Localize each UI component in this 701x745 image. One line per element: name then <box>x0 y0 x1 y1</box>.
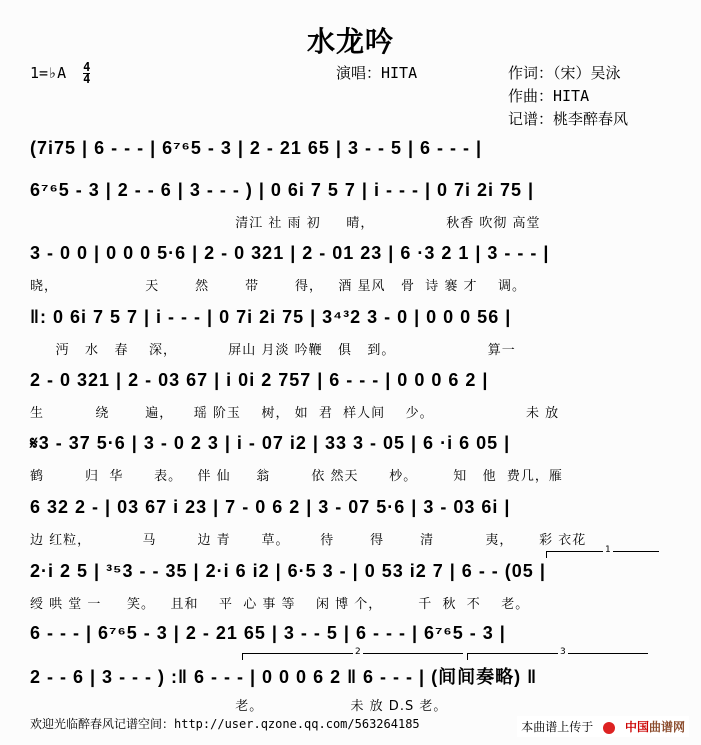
score-row <box>30 180 663 240</box>
lyrics-line: 生 绕 遍， 瑶 阶玉 树， 如 君 样人间 少。 未 放 <box>30 406 560 421</box>
score-row <box>30 370 663 430</box>
notation-line: 6⁷⁶5 - 3 | 2 - - 6 | 3 - - - ) | 0 6i 7 5 7 | i - - - | 0 7i 2i 75 | <box>30 180 535 200</box>
volta-bracket-2: 2 <box>242 653 463 660</box>
score-row <box>30 663 663 723</box>
key-signature <box>30 62 90 85</box>
notation-line: 2 - 0 321 | 2 - 03 67 | i 0i 2 757 | 6 - - - | 0 0 0 6 2 | <box>30 370 489 390</box>
volta-bracket-1: 1 <box>546 551 659 558</box>
composer-credit: 作曲：HITA <box>508 87 590 105</box>
notation-line: 2 - - 6 | 3 - - - ) :‖ 6 - - - | 0 0 0 6 2 ‖ 6 - - - | (间间奏略) ‖ <box>30 667 538 687</box>
notation-line: (7i75 | 6 - - - | 6⁷⁶5 - 3 | 2 - 21 65 | 3 - - 5 | 6 - - - | <box>30 138 483 158</box>
notation-line: 3 - 0 0 | 0 0 0 5·6 | 2 - 0 321 | 2 - 01 23 | 6 ·3 2 1 | 3 - - - | <box>30 243 550 263</box>
notation-line: 2·i 2 5 | ³⁵3 - - 35 | 2·i 6 i2 | 6·5 3 - | 0 53 i2 7 | 6 - - (05 | <box>30 561 546 581</box>
welcome-footer: 欢迎光临醉春风记谱空间：http://user.qzone.qq.com/563264185 <box>30 717 420 731</box>
score-row <box>30 497 663 557</box>
notation-line: 6 - - - | 6⁷⁶5 - 3 | 2 - 21 65 | 3 - - 5 | 6 - - - | 6⁷⁶5 - 3 | <box>30 623 506 643</box>
score-row <box>30 561 663 621</box>
notation-line: 6 32 2 - | 03 67 i 23 | 7 - 0 6 2 | 3 - 07 5·6 | 3 - 03 6i | <box>30 497 511 517</box>
notation-line: 𝄋3 - 37 5·6 | 3 - 0 2 3 | i - 07 i2 | 33 3 - 05 | 6 ·i 6 05 | <box>30 433 511 453</box>
transcriber-credit: 记谱：桃李醉春风 <box>508 110 629 128</box>
lyrics-line: 边 红粒， 马 边 青 草。 待 得 清 夷， 彩 衣花 <box>30 533 587 548</box>
score-row <box>30 243 663 303</box>
key-label: 1=♭A <box>30 64 67 82</box>
score-row <box>30 307 663 367</box>
lyrics-line: 鹤 归 华 表。 伴 仙 翁 依 然天 杪。 知 他 费几，雁 <box>30 469 563 484</box>
volta-bracket-3: 3 <box>467 653 648 660</box>
time-numerator: 4 <box>83 60 91 74</box>
time-signature <box>83 62 90 85</box>
site-logo-icon <box>603 722 615 734</box>
notation-line: ‖: 0 6i 7 5 7 | i - - - | 0 7i 2i 75 | 3⁴³2 3 - 0 | 0 0 0 56 | <box>30 307 512 327</box>
lyrics-line: 晓， 天 然 带 得， 酒 星风 骨 诗 褰 才 调。 <box>30 279 527 294</box>
lyrics-line: 沔 水 春 深， 屏山 月淡 吟鞭 俱 到。 算一 <box>30 343 516 358</box>
upload-credit <box>517 716 689 737</box>
lyrics-line: 清江 社 雨 初 晴， 秋香 吹彻 高堂 <box>30 216 541 231</box>
time-denominator: 4 <box>83 72 91 86</box>
lyricist-credit: 作词：（宋）吴泳 <box>508 64 621 82</box>
lyrics-line: 老。 未 放 D.S 老。 <box>30 699 448 714</box>
score-row <box>30 433 663 493</box>
song-title: 水龙吟 <box>306 25 394 58</box>
lyrics-line: 绶 哄 堂 一 笑。 且和 平 心 事 等 闲 博 个， 千 秋 不 老。 <box>30 597 530 612</box>
upload-text: 本曲谱上传于 <box>521 720 594 734</box>
site-brand: 中国曲谱网 <box>624 720 685 734</box>
singer-credit: 演唱：HITA <box>336 64 418 82</box>
credits-block <box>508 62 628 131</box>
